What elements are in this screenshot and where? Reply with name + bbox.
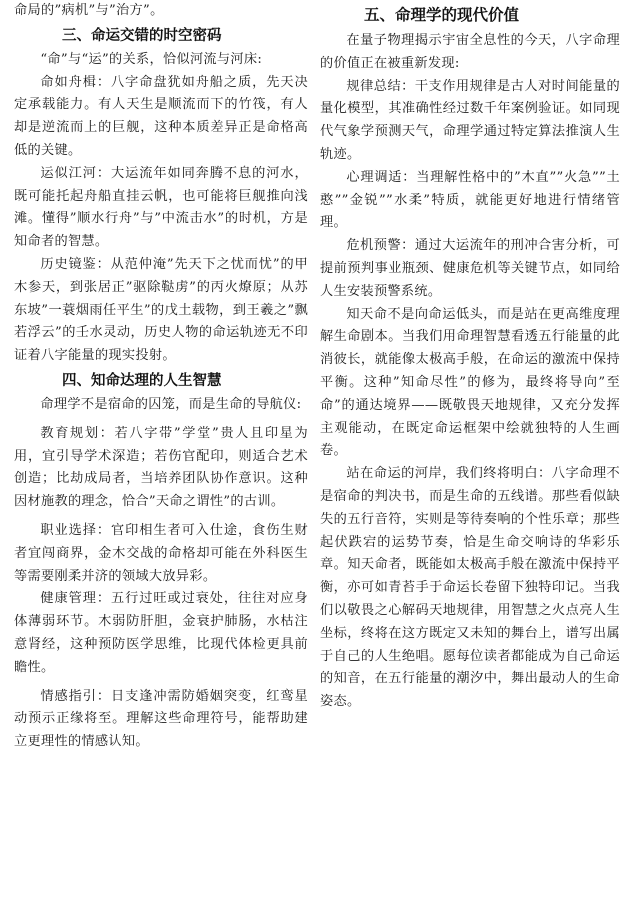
section-5-heading: 五、命理学的现代价值	[364, 6, 520, 24]
section-4-heading: 四、知命达理的人生智慧	[62, 372, 222, 389]
section-3-paragraph-1: 命如舟楫：八字命盘犹如舟船之质，先天决定承载能力。有人天生是顺流而下的竹筏，有人却是逆流而上的巨舰，这种本质差异正是命格高低的关键。	[14, 74, 308, 158]
section-5-paragraph-4: 知天命不是向命运低头，而是站在更高维度理解生命剧本。当我们用命理智慧看透五行能量的此消彼长，就能像太极高手般，在命运的激流中保持平衡。这种”知命尽性”的修为，最终将导向”至命”的通达境界——既敬畏天地规律，又充分发挥主观能动，在既定命运框架中绘就独特的人生画卷。	[320, 306, 620, 459]
section-3-heading: 三、命运交错的时空密码	[62, 27, 222, 44]
left-column	[14, 0, 308, 754]
right-column	[320, 0, 620, 714]
section-5-paragraph-3: 危机预警：通过大运流年的刑冲合害分析，可提前预判事业瓶颈、健康危机等关键节点，如同给人生安装预警系统。	[320, 238, 620, 299]
section-5-paragraph-5: 站在命运的河岸，我们终将明白：八字命理不是宿命的判决书，而是生命的五线谱。那些看似缺失的五行音符，实则是等待奏响的个性乐章；那些起伏跌宕的运势节奏，恰是生命交响诗的华彩乐章。知天命者，既能如太极高手般在激流中保持平衡，亦可如青苔手于命运长卷留下独特印记。当我们以敬畏之心解码天地规律，用智慧之火点亮人生坐标，终将在这方既定又未知的舞台上，谱写出属于自己的人生绝唱。愿每位读者都能成为自己命运的知音，在五行能量的潮汐中，舞出最动人的生命姿态。	[320, 466, 620, 710]
section-5-intro: 在量子物理揭示宇宙全息性的今天，八字命理的价值正在被重新发现:	[320, 33, 620, 71]
section-4-intro: 命理学不是宿命的囚笼，而是生命的导航仪:	[40, 396, 302, 412]
section-4-paragraph-3: 健康管理：五行过旺或过衰处，往往对应身体薄弱环节。木弱防肝胆，金衰护肺肠，水枯注意肾经，这种预防医学思维，比现代体检更具前瞻性。	[14, 591, 308, 675]
section-3-paragraph-2: 运似江河：大运流年如同奔腾不息的河水，既可能托起舟船直挂云帆，也可能将巨舰推向浅滩。懂得”顺水行舟”与”中流击水”的时机，方是知命者的智慧。	[14, 165, 308, 250]
section-5-paragraph-2: 心理调适：当理解性格中的”木直””火急””土憨””金锐””水柔”特质，就能更好地进行情绪管理。	[320, 169, 620, 231]
section-4-paragraph-2: 职业选择：官印相生者可入仕途，食伤生财者宜闯商界，金木交战的命格却可能在外科医生等需要刚柔并济的领域大放异彩。	[14, 522, 308, 584]
section-4-paragraph-1: 教育规划：若八字带”学堂”贵人且印星为用，宜引导学术深造；若伤官配印，则适合艺术创造；比劫成局者，当培养团队协作意识。这种因材施教的理念，恰合”天命之谓性”的古训。	[14, 425, 308, 510]
section-3-intro: “命”与“运”的关系，恰似河流与河床:	[40, 51, 263, 67]
carryover-line: 命局的”病机”与”治方”。	[14, 3, 164, 18]
section-5-paragraph-1: 规律总结：干支作用规律是古人对时间能量的量化模型，其准确性经过数千年案例验证。如同现代气象学预测天气，命理学通过特定算法推演人生轨迹。	[320, 78, 620, 162]
section-3-paragraph-3: 历史镜鉴：从范仲淹”先天下之忧而忧”的甲木参天，到张居正”驱除鞑虏”的丙火燎原；从苏东坡”一蓑烟雨任平生”的戊土载物，到王羲之”飘若浮云”的壬水灵动，历史人物的命运轨迹无不印证着八字能量的现实投射。	[14, 256, 308, 364]
section-4-paragraph-4: 情感指引：日支逢冲需防婚姻突变，红鸾星动预示正缘将至。理解这些命理符号，能帮助建立更理性的情感认知。	[14, 688, 308, 750]
